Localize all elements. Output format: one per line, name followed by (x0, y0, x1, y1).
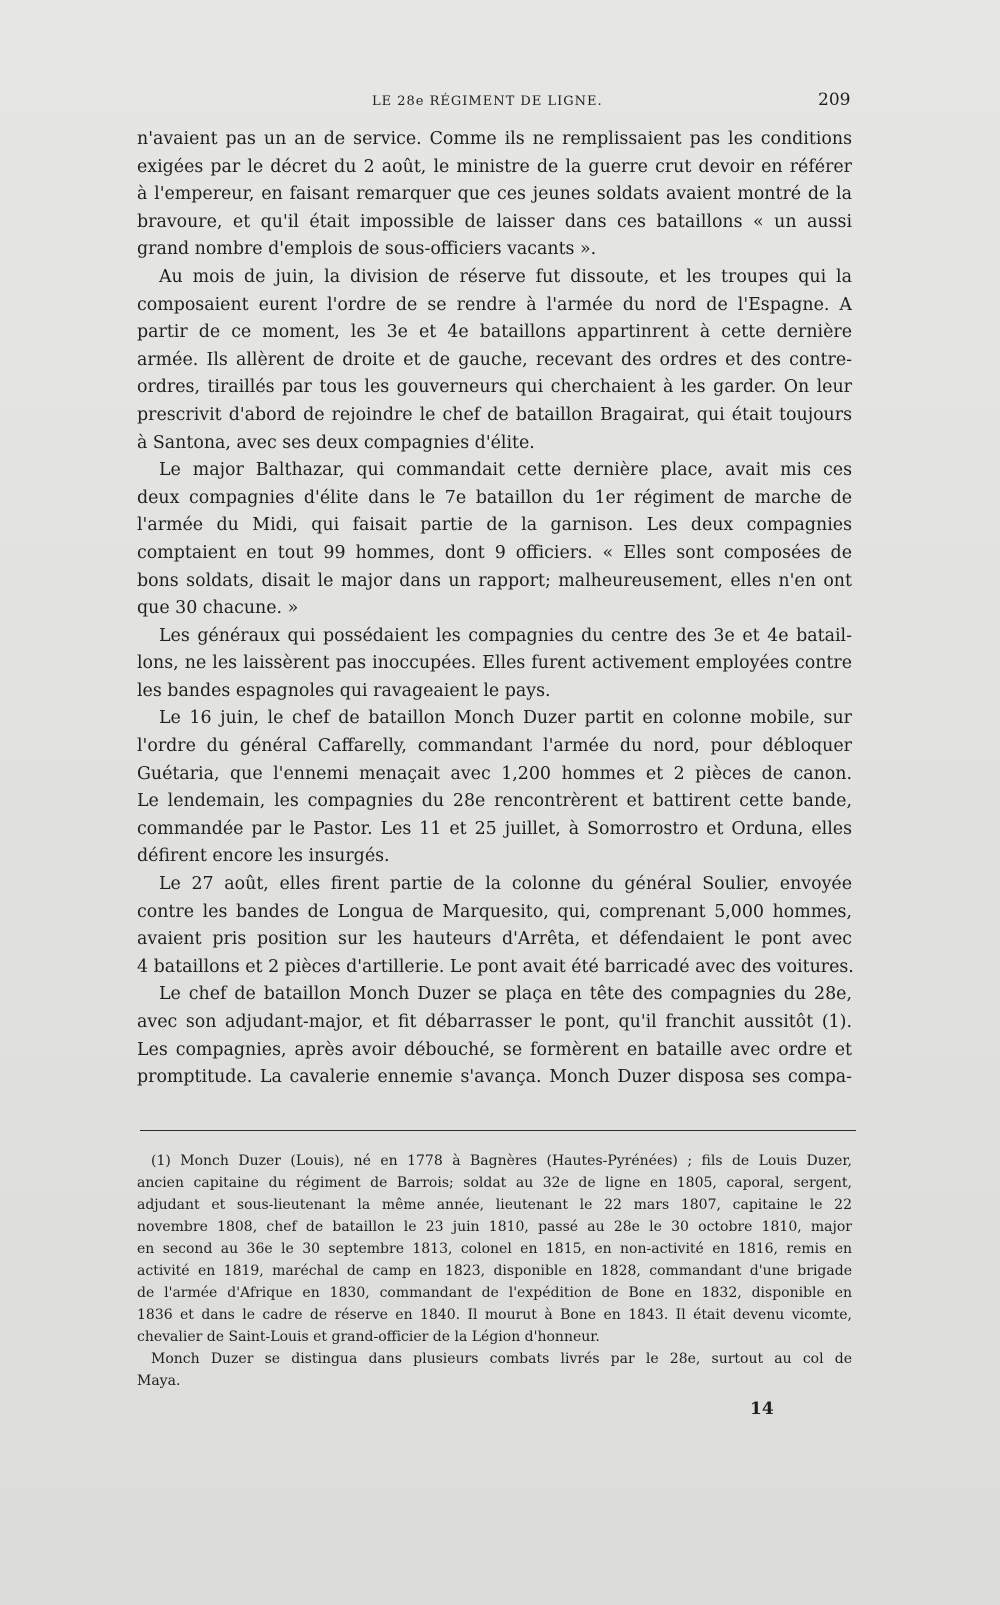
text-line: Le 16 juin, le chef de bataillon Monch Duzer partit en colonne mobile, sur (159, 708, 852, 729)
footnotes (137, 1150, 852, 1392)
text-line: armée. Ils allèrent de droite et de gauche, recevant des ordres et des contre- (137, 349, 852, 370)
text-line: avec son adjudant-major, et fit débarrasser le pont, qu'il franchit aussitôt (1). (137, 1012, 852, 1032)
text-line: Guétaria, que l'ennemi menaçait avec 1,200 hommes et 2 pièces de canon. (137, 763, 852, 784)
page-number: 209 (818, 90, 851, 110)
text-line: 4 bataillons et 2 pièces d'artillerie. Le pont avait été barricadé avec des voitures. (137, 956, 854, 977)
text-line: deux compagnies d'élite dans le 7e bataillon du 1er régiment de marche de (137, 487, 852, 508)
text-line: à l'empereur, en faisant remarquer que ces jeunes soldats avaient montré de la (137, 184, 852, 205)
text-line: commandée par le Pastor. Les 11 et 25 juillet, à Somorrostro et Orduna, elles (137, 818, 852, 839)
footnote-line: activité en 1819, maréchal de camp en 1823, disponible en 1828, commandant d'une brigade (137, 1263, 852, 1279)
main-text (137, 126, 852, 1092)
text-line: contre les bandes de Longua de Marquesito, qui, comprenant 5,000 hommes, (137, 901, 852, 922)
text-line: Le lendemain, les compagnies du 28e rencontrèrent et battirent cette bande, (137, 791, 852, 812)
footnote-line: chevalier de Saint-Louis et grand-officier de la Légion d'honneur. (137, 1329, 600, 1345)
text-line: à Santona, avec ses deux compagnies d'élite. (137, 432, 535, 453)
text-line: lons, ne les laissèrent pas inoccupées. Elles furent activement employées contre (137, 653, 852, 674)
text-line: Les compagnies, après avoir débouché, se formèrent en bataille avec ordre et (137, 1039, 852, 1060)
text-line: composaient eurent l'ordre de se rendre à l'armée du nord de l'Espagne. A (137, 294, 852, 315)
text-line: grand nombre d'emplois de sous-officiers vacants ». (137, 239, 597, 260)
text-line: Au mois de juin, la division de réserve fut dissoute, et les troupes qui la (159, 266, 852, 287)
text-line: ordres, tiraillés par tous les gouverneurs qui cherchaient à les garder. On leur (137, 377, 852, 398)
text-line: comptaient en tout 99 hommes, dont 9 officiers. « Elles sont composées de (137, 542, 852, 563)
footnote-line: novembre 1808, chef de bataillon le 23 juin 1810, passé au 28e le 30 octobre 1810, major (137, 1219, 852, 1235)
text-line: partir de ce moment, les 3e et 4e bataillons appartinrent à cette dernière (137, 322, 852, 343)
signature-mark: 14 (750, 1399, 774, 1419)
text-line: l'ordre du général Caffarelly, commandant l'armée du nord, pour débloquer (137, 736, 852, 757)
footnote-line: ancien capitaine du régiment de Barrois; soldat au 32e de ligne en 1805, caporal, sergent, (137, 1175, 852, 1191)
text-line: l'armée du Midi, qui faisait partie de la garnison. Les deux compagnies (137, 515, 852, 536)
footnote-line: adjudant et sous-lieutenant la même année, lieutenant le 22 mars 1807, capitaine le 22 (137, 1197, 852, 1213)
text-line: bons soldats, disait le major dans un rapport; malheureusement, elles n'en ont (137, 570, 852, 591)
text-line: défirent encore les insurgés. (137, 846, 390, 867)
footnote-line: (1) Monch Duzer (Louis), né en 1778 à Bagnères (Hautes-Pyrénées) ; fils de Louis Duzer, (151, 1153, 852, 1169)
footnote-divider (140, 1130, 856, 1131)
text-line: prescrivit d'abord de rejoindre le chef de bataillon Bragairat, qui était toujours (137, 404, 852, 425)
text-line: Le 27 août, elles firent partie de la colonne du général Soulier, envoyée (159, 874, 852, 895)
footnote-line: en second au 36e le 30 septembre 1813, colonel en 1815, en non-activité en 1816, remis en (137, 1241, 852, 1257)
text-line: que 30 chacune. » (137, 598, 299, 619)
running-title: LE 28e RÉGIMENT DE LIGNE. (372, 94, 603, 109)
footnote-line: de l'armée d'Afrique en 1830, commandant de l'expédition de Bone en 1832, disponible en (137, 1285, 852, 1301)
text-line: les bandes espagnoles qui ravageaient le pays. (137, 680, 551, 701)
footnote-line: 1836 et dans le cadre de réserve en 1840. Il mourut à Bone en 1843. Il était devenu vicomte, (137, 1307, 852, 1323)
text-line: Le chef de bataillon Monch Duzer se plaça en tête des compagnies du 28e, (159, 984, 852, 1005)
footnote-line: Maya. (137, 1373, 181, 1389)
text-line: promptitude. La cavalerie ennemie s'avança. Monch Duzer disposa ses compa- (137, 1067, 852, 1088)
footnote-line: Monch Duzer se distingua dans plusieurs combats livrés par le 28e, surtout au col de (151, 1351, 852, 1367)
text-line: Le major Balthazar, qui commandait cette dernière place, avait mis ces (159, 460, 852, 481)
text-line: exigées par le décret du 2 août, le ministre de la guerre crut devoir en référer (137, 156, 852, 177)
text-line: n'avaient pas un an de service. Comme ils ne remplissaient pas les conditions (137, 129, 852, 149)
text-line: avaient pris position sur les hauteurs d'Arrêta, et défendaient le pont avec (137, 929, 852, 950)
text-line: bravoure, et qu'il était impossible de laisser dans ces bataillons « un aussi (137, 211, 852, 232)
text-line: Les généraux qui possédaient les compagnies du centre des 3e et 4e batail- (159, 625, 852, 646)
